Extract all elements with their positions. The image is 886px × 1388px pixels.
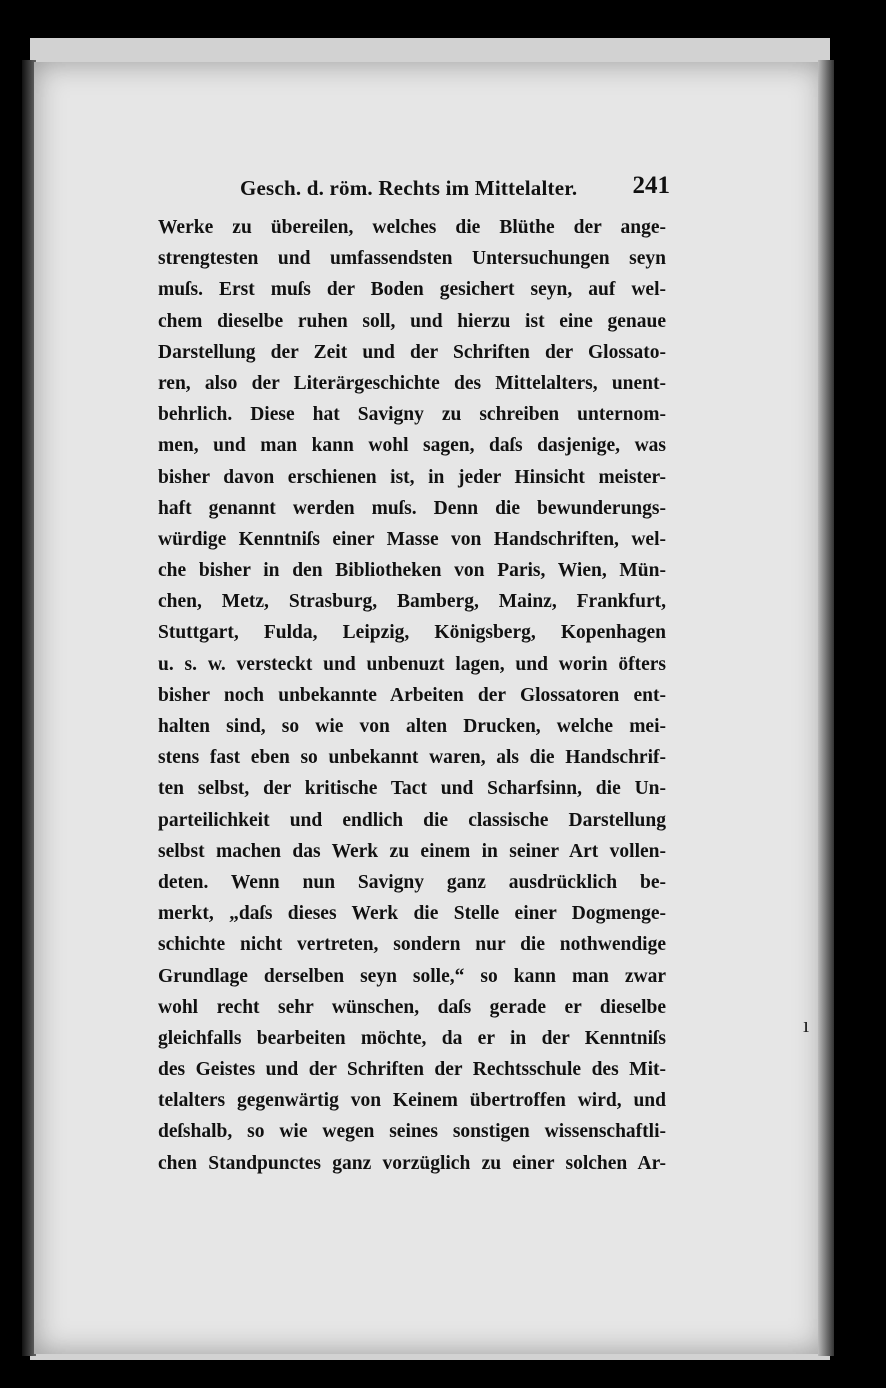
- text-line: selbst machen das Werk zu einem in seiner Art vollen-: [158, 840, 666, 862]
- page-header: [240, 172, 670, 206]
- text-line: des Geistes und der Schriften der Rechtsschule des Mit-: [158, 1059, 666, 1081]
- text-line: gleichfalls bearbeiten möchte, da er in der Kenntniſs: [158, 1027, 666, 1049]
- text-line: chem dieselbe ruhen soll, und hierzu ist eine genaue: [158, 310, 666, 332]
- text-line: behrlich. Diese hat Savigny zu schreiben unternom-: [158, 404, 666, 426]
- text-line: halten sind, so wie von alten Drucken, welche mei-: [158, 716, 666, 737]
- text-line: wohl recht sehr wünschen, daſs gerade er dieselbe: [158, 996, 666, 1018]
- text-line: ten selbst, der kritische Tact und Scharfsinn, die Un-: [158, 778, 666, 800]
- text-line: deſshalb, so wie wegen seines sonstigen wissenschaftli-: [158, 1121, 666, 1143]
- text-line: haft genannt werden muſs. Denn die bewunderungs-: [158, 497, 666, 519]
- text-line: merkt, „daſs dieses Werk die Stelle einer Dogmenge-: [158, 903, 666, 925]
- text-line: che bisher in den Bibliotheken von Paris, Wien, Mün-: [158, 560, 666, 582]
- text-line: u. s. w. versteckt und unbenuzt lagen, und worin öfters: [158, 653, 666, 675]
- text-line: chen, Metz, Strasburg, Bamberg, Mainz, Frankfurt,: [158, 591, 666, 613]
- text-line: Darstellung der Zeit und der Schriften der Glossato-: [158, 341, 666, 363]
- text-line: parteilichkeit und endlich die classische Darstellung: [158, 809, 666, 831]
- page-edge-shadow: [818, 60, 834, 1356]
- text-line: schichte nicht vertreten, sondern nur die nothwendige: [158, 934, 666, 956]
- margin-mark: ı: [803, 1012, 810, 1037]
- text-line: bisher davon erschienen ist, in jeder Hinsicht meister-: [158, 466, 666, 488]
- text-line: telalters gegenwärtig von Keinem übertroffen wird, und: [158, 1090, 666, 1112]
- text-line: strengtesten und umfassendsten Untersuchungen seyn: [158, 248, 666, 270]
- text-line: ren, also der Literärgeschichte des Mittelalters, unent-: [158, 372, 666, 394]
- text-line: Grundlage derselben seyn solle,“ so kann man zwar: [158, 965, 666, 987]
- text-line: bisher noch unbekannte Arbeiten der Glossatoren ent-: [158, 684, 666, 706]
- text-line: deten. Wenn nun Savigny ganz ausdrücklich be-: [158, 871, 666, 893]
- page-number: 241: [632, 172, 670, 199]
- running-title: Gesch. d. röm. Rechts im Mittelalter.: [240, 176, 578, 200]
- text-line: chen Standpunctes ganz vorzüglich zu einer solchen Ar-: [158, 1152, 666, 1174]
- text-line: stens fast eben so unbekannt waren, als die Handschrif-: [158, 747, 666, 769]
- text-line: muſs. Erst muſs der Boden gesichert seyn, auf wel-: [158, 279, 666, 301]
- body-text: [158, 212, 666, 1179]
- text-line: Stuttgart, Fulda, Leipzig, Königsberg, Kopenhagen: [158, 622, 666, 644]
- text-line: Werke zu übereilen, welches die Blüthe der ange-: [158, 217, 666, 238]
- text-line: men, und man kann wohl sagen, daſs dasjenige, was: [158, 435, 666, 457]
- text-line: würdige Kenntniſs einer Masse von Handschriften, wel-: [158, 528, 666, 550]
